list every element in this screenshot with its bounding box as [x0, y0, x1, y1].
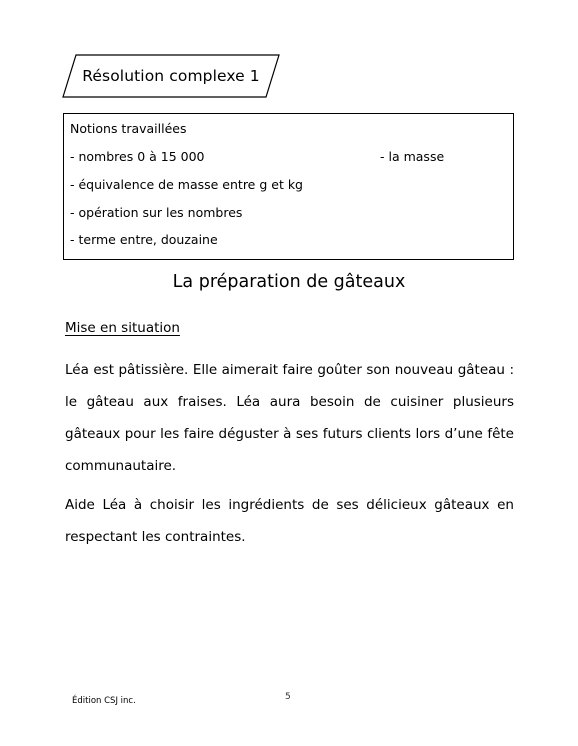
paragraph: Léa est pâtissière. Elle aimerait faire goûter son nouveau gâteau : le gâteau aux fraises. Léa aura besoin de cuisiner plusieurs gâteaux pour les faire déguster à ses futurs clients lors d’une fête communautaire.	[65, 362, 514, 474]
paragraph: Aide Léa à choisir les ingrédients de ses délicieux gâteaux en respectant les contraintes.	[65, 497, 514, 545]
notions-item: - équivalence de masse entre g et kg	[70, 177, 303, 192]
page-number: 5	[285, 692, 291, 702]
title-badge	[62, 54, 280, 98]
page-title: La préparation de gâteaux	[172, 272, 406, 292]
section-heading: Mise en situation	[65, 320, 180, 336]
publisher-footer: Édition CSJ inc.	[72, 696, 136, 706]
notions-item: - nombres 0 à 15 000	[70, 149, 205, 164]
notions-box	[63, 113, 514, 260]
notions-item: - opération sur les nombres	[70, 205, 243, 220]
notions-heading: Notions travaillées	[70, 121, 187, 136]
badge-label: Résolution complexe 1	[82, 67, 260, 85]
notions-item-right: - la masse	[380, 149, 445, 164]
notions-item: - terme entre, douzaine	[70, 232, 218, 247]
